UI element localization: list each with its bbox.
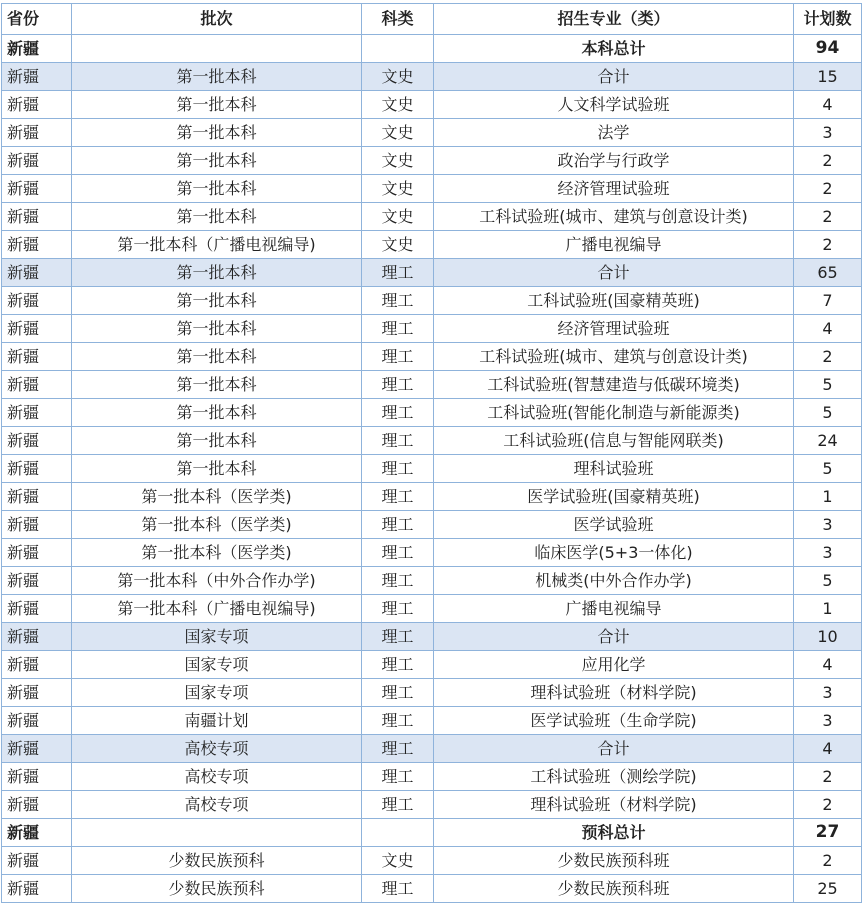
plan-count-cell: 3 — [794, 707, 862, 735]
major-cell: 医学试验班 — [434, 511, 794, 539]
batch-cell — [72, 35, 362, 63]
batch-cell: 第一批本科 — [72, 203, 362, 231]
plan-count-cell: 1 — [794, 483, 862, 511]
major-cell: 合计 — [434, 623, 794, 651]
province-cell: 新疆 — [2, 763, 72, 791]
batch-cell: 第一批本科 — [72, 343, 362, 371]
major-cell: 经济管理试验班 — [434, 315, 794, 343]
category-cell: 理工 — [362, 651, 434, 679]
batch-cell: 第一批本科 — [72, 147, 362, 175]
table-row — [2, 707, 862, 735]
category-cell: 文史 — [362, 91, 434, 119]
plan-count-cell: 2 — [794, 147, 862, 175]
table-row — [2, 175, 862, 203]
category-cell: 理工 — [362, 595, 434, 623]
major-cell: 理科试验班（材料学院) — [434, 791, 794, 819]
plan-count-cell: 3 — [794, 679, 862, 707]
plan-count-cell: 2 — [794, 763, 862, 791]
province-cell: 新疆 — [2, 399, 72, 427]
batch-cell: 国家专项 — [72, 679, 362, 707]
major-cell: 工科试验班(信息与智能网联类) — [434, 427, 794, 455]
batch-cell: 第一批本科 — [72, 63, 362, 91]
table-row — [2, 203, 862, 231]
table-row — [2, 791, 862, 819]
plan-count-cell: 4 — [794, 735, 862, 763]
batch-cell: 第一批本科（广播电视编导) — [72, 231, 362, 259]
category-cell: 理工 — [362, 735, 434, 763]
major-cell: 人文科学试验班 — [434, 91, 794, 119]
total-row — [2, 819, 862, 847]
major-cell: 合计 — [434, 735, 794, 763]
plan-count-cell: 10 — [794, 623, 862, 651]
table-row — [2, 511, 862, 539]
province-cell: 新疆 — [2, 707, 72, 735]
table-body — [2, 35, 862, 903]
province-cell: 新疆 — [2, 735, 72, 763]
major-cell: 临床医学(5+3一体化) — [434, 539, 794, 567]
category-cell: 文史 — [362, 119, 434, 147]
province-cell: 新疆 — [2, 455, 72, 483]
major-cell: 工科试验班(城市、建筑与创意设计类) — [434, 203, 794, 231]
category-cell: 理工 — [362, 455, 434, 483]
subtotal-row — [2, 259, 862, 287]
major-cell: 医学试验班（生命学院) — [434, 707, 794, 735]
subtotal-row — [2, 623, 862, 651]
category-cell: 文史 — [362, 63, 434, 91]
major-cell: 法学 — [434, 119, 794, 147]
major-cell: 政治学与行政学 — [434, 147, 794, 175]
province-cell: 新疆 — [2, 483, 72, 511]
category-cell: 理工 — [362, 259, 434, 287]
plan-count-cell: 24 — [794, 427, 862, 455]
category-cell: 理工 — [362, 567, 434, 595]
batch-cell: 第一批本科（医学类) — [72, 483, 362, 511]
batch-cell: 高校专项 — [72, 763, 362, 791]
header-plan-count: 计划数 — [794, 4, 862, 35]
major-cell: 机械类(中外合作办学) — [434, 567, 794, 595]
province-cell: 新疆 — [2, 427, 72, 455]
plan-count-cell: 25 — [794, 875, 862, 903]
province-cell: 新疆 — [2, 679, 72, 707]
category-cell: 文史 — [362, 147, 434, 175]
category-cell: 理工 — [362, 875, 434, 903]
batch-cell: 少数民族预科 — [72, 875, 362, 903]
major-cell: 工科试验班(智慧建造与低碳环境类) — [434, 371, 794, 399]
province-cell: 新疆 — [2, 595, 72, 623]
table-row — [2, 595, 862, 623]
plan-count-cell: 4 — [794, 651, 862, 679]
major-cell: 工科试验班(城市、建筑与创意设计类) — [434, 343, 794, 371]
plan-count-cell: 7 — [794, 287, 862, 315]
category-cell: 文史 — [362, 231, 434, 259]
major-cell: 理科试验班 — [434, 455, 794, 483]
major-cell: 工科试验班(国豪精英班) — [434, 287, 794, 315]
table-row — [2, 567, 862, 595]
category-cell: 理工 — [362, 399, 434, 427]
table-row — [2, 371, 862, 399]
major-cell: 医学试验班(国豪精英班) — [434, 483, 794, 511]
province-cell: 新疆 — [2, 119, 72, 147]
category-cell: 理工 — [362, 791, 434, 819]
batch-cell: 第一批本科 — [72, 119, 362, 147]
plan-count-cell: 4 — [794, 315, 862, 343]
province-cell: 新疆 — [2, 847, 72, 875]
province-cell: 新疆 — [2, 91, 72, 119]
province-cell: 新疆 — [2, 371, 72, 399]
batch-cell: 少数民族预科 — [72, 847, 362, 875]
major-cell: 少数民族预科班 — [434, 847, 794, 875]
province-cell: 新疆 — [2, 203, 72, 231]
batch-cell: 国家专项 — [72, 623, 362, 651]
province-cell: 新疆 — [2, 175, 72, 203]
major-cell: 工科试验班(智能化制造与新能源类) — [434, 399, 794, 427]
plan-count-cell: 3 — [794, 119, 862, 147]
table-row — [2, 455, 862, 483]
batch-cell: 高校专项 — [72, 735, 362, 763]
province-cell: 新疆 — [2, 567, 72, 595]
batch-cell: 第一批本科 — [72, 315, 362, 343]
major-cell: 理科试验班（材料学院) — [434, 679, 794, 707]
category-cell: 理工 — [362, 623, 434, 651]
table-row — [2, 875, 862, 903]
batch-cell: 第一批本科 — [72, 175, 362, 203]
batch-cell: 第一批本科 — [72, 91, 362, 119]
plan-count-cell: 4 — [794, 91, 862, 119]
batch-cell: 第一批本科 — [72, 427, 362, 455]
category-cell: 文史 — [362, 203, 434, 231]
plan-count-cell: 2 — [794, 791, 862, 819]
province-cell: 新疆 — [2, 623, 72, 651]
table-row — [2, 343, 862, 371]
batch-cell: 第一批本科（医学类) — [72, 539, 362, 567]
major-cell: 本科总计 — [434, 35, 794, 63]
batch-cell: 第一批本科 — [72, 259, 362, 287]
batch-cell: 第一批本科 — [72, 399, 362, 427]
enrollment-plan-table — [1, 3, 862, 903]
major-cell: 经济管理试验班 — [434, 175, 794, 203]
plan-count-cell: 94 — [794, 35, 862, 63]
major-cell: 预科总计 — [434, 819, 794, 847]
province-cell: 新疆 — [2, 35, 72, 63]
table-row — [2, 399, 862, 427]
table-row — [2, 287, 862, 315]
province-cell: 新疆 — [2, 875, 72, 903]
table-row — [2, 679, 862, 707]
province-cell: 新疆 — [2, 343, 72, 371]
table-row — [2, 147, 862, 175]
batch-cell: 第一批本科（医学类) — [72, 511, 362, 539]
province-cell: 新疆 — [2, 511, 72, 539]
major-cell: 广播电视编导 — [434, 231, 794, 259]
major-cell: 少数民族预科班 — [434, 875, 794, 903]
province-cell: 新疆 — [2, 259, 72, 287]
header-batch: 批次 — [72, 4, 362, 35]
subtotal-row — [2, 63, 862, 91]
province-cell: 新疆 — [2, 539, 72, 567]
batch-cell: 南疆计划 — [72, 707, 362, 735]
table-row — [2, 231, 862, 259]
plan-count-cell: 5 — [794, 455, 862, 483]
plan-count-cell: 27 — [794, 819, 862, 847]
header-category: 科类 — [362, 4, 434, 35]
plan-count-cell: 65 — [794, 259, 862, 287]
table-row — [2, 119, 862, 147]
header-province: 省份 — [2, 4, 72, 35]
category-cell — [362, 35, 434, 63]
batch-cell: 第一批本科 — [72, 455, 362, 483]
category-cell — [362, 819, 434, 847]
category-cell: 文史 — [362, 175, 434, 203]
major-cell: 合计 — [434, 63, 794, 91]
header-row — [2, 4, 862, 35]
table-row — [2, 315, 862, 343]
category-cell: 理工 — [362, 371, 434, 399]
plan-count-cell: 15 — [794, 63, 862, 91]
major-cell: 合计 — [434, 259, 794, 287]
province-cell: 新疆 — [2, 63, 72, 91]
batch-cell: 第一批本科（中外合作办学) — [72, 567, 362, 595]
category-cell: 理工 — [362, 763, 434, 791]
table-row — [2, 483, 862, 511]
batch-cell: 国家专项 — [72, 651, 362, 679]
plan-count-cell: 5 — [794, 567, 862, 595]
batch-cell: 第一批本科 — [72, 287, 362, 315]
plan-count-cell: 1 — [794, 595, 862, 623]
province-cell: 新疆 — [2, 147, 72, 175]
table-row — [2, 427, 862, 455]
table-row — [2, 539, 862, 567]
category-cell: 理工 — [362, 707, 434, 735]
province-cell: 新疆 — [2, 315, 72, 343]
plan-count-cell: 5 — [794, 371, 862, 399]
category-cell: 文史 — [362, 847, 434, 875]
category-cell: 理工 — [362, 511, 434, 539]
major-cell: 广播电视编导 — [434, 595, 794, 623]
category-cell: 理工 — [362, 315, 434, 343]
table-row — [2, 91, 862, 119]
total-row — [2, 35, 862, 63]
category-cell: 理工 — [362, 287, 434, 315]
plan-count-cell: 2 — [794, 175, 862, 203]
batch-cell — [72, 819, 362, 847]
province-cell: 新疆 — [2, 651, 72, 679]
table-row — [2, 847, 862, 875]
category-cell: 理工 — [362, 483, 434, 511]
subtotal-row — [2, 735, 862, 763]
category-cell: 理工 — [362, 427, 434, 455]
batch-cell: 第一批本科 — [72, 371, 362, 399]
batch-cell: 第一批本科（广播电视编导) — [72, 595, 362, 623]
province-cell: 新疆 — [2, 231, 72, 259]
category-cell: 理工 — [362, 679, 434, 707]
table-row — [2, 763, 862, 791]
category-cell: 理工 — [362, 343, 434, 371]
plan-count-cell: 3 — [794, 539, 862, 567]
major-cell: 应用化学 — [434, 651, 794, 679]
plan-count-cell: 3 — [794, 511, 862, 539]
plan-count-cell: 2 — [794, 847, 862, 875]
category-cell: 理工 — [362, 539, 434, 567]
plan-count-cell: 2 — [794, 343, 862, 371]
plan-count-cell: 2 — [794, 203, 862, 231]
table-row — [2, 651, 862, 679]
province-cell: 新疆 — [2, 287, 72, 315]
batch-cell: 高校专项 — [72, 791, 362, 819]
plan-count-cell: 2 — [794, 231, 862, 259]
province-cell: 新疆 — [2, 791, 72, 819]
plan-count-cell: 5 — [794, 399, 862, 427]
province-cell: 新疆 — [2, 819, 72, 847]
major-cell: 工科试验班（测绘学院) — [434, 763, 794, 791]
header-major: 招生专业（类） — [434, 4, 794, 35]
